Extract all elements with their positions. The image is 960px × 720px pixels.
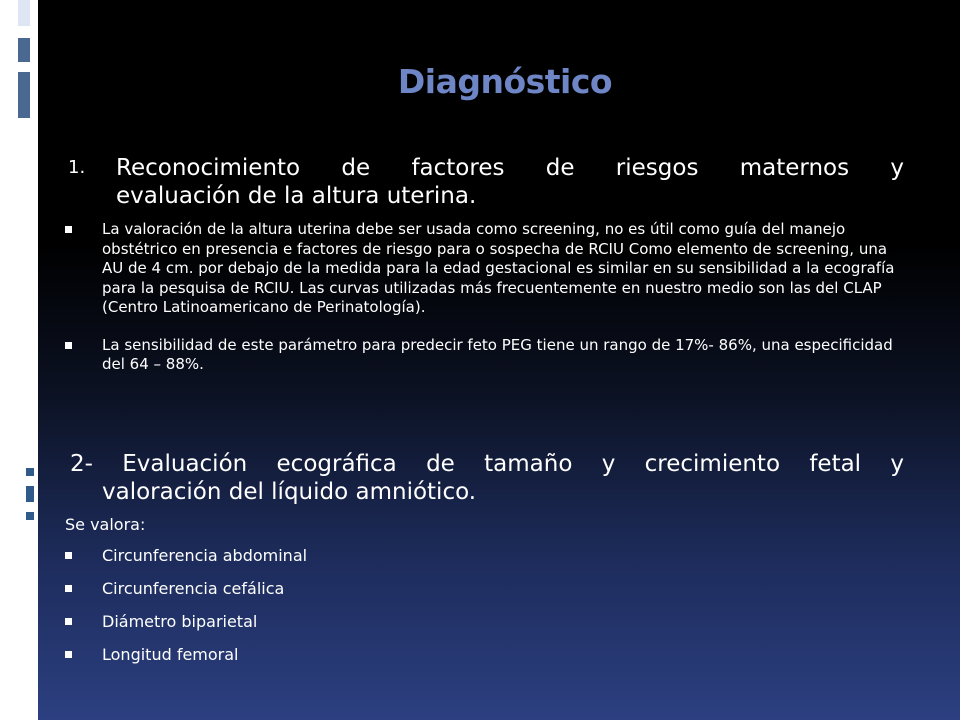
section2-heading: [70, 450, 904, 506]
decor-block: [26, 486, 34, 502]
square-bullet-icon: [65, 618, 72, 625]
section1-bullet-list: [65, 220, 905, 375]
section1-heading-line2: evaluación de la altura uterina.: [116, 183, 477, 209]
square-bullet-icon: [65, 342, 72, 349]
square-bullet-icon: [65, 552, 72, 559]
item-text: Longitud femoral: [102, 645, 239, 664]
decor-block: [26, 512, 34, 520]
section1-heading: [70, 154, 904, 210]
list-item: [65, 336, 905, 375]
bullet-text: La sensibilidad de este parámetro para predecir feto PEG tiene un rango de 17%- 86%, una especificidad del 64 – 88%.: [102, 335, 893, 373]
left-decorative-strip: [0, 0, 38, 720]
square-bullet-icon: [65, 226, 72, 233]
section2-heading-line2: valoración del líquido amniótico.: [102, 479, 477, 505]
bullet-text: La valoración de la altura uterina debe ser usada como screening, no es útil como guía del manejo obstétrico en presencia e factores de riesgo para o sospecha de RCIU Como elemento de screening, una AU de 4 cm. por debajo de la medida para la edad gestacional es similar en su sensibilidad a la ecografía para la pesquisa de RCIU. Las curvas utilizadas más frecuentemente en nuestro medio son las del CLAP (Centro Latinoamericano de Perinatología).: [102, 220, 895, 316]
item-text: Circunferencia abdominal: [102, 546, 308, 565]
decor-block: [18, 0, 30, 26]
section1-heading-line1: Reconocimiento de factores de riesgos maternos y: [116, 155, 904, 181]
list-item: [65, 579, 465, 612]
section2-intro: Se valora:: [65, 515, 146, 534]
slide-title: Diagnóstico: [397, 62, 613, 101]
list-item: [65, 546, 465, 579]
section2-item-list: [65, 546, 465, 678]
decor-block: [26, 468, 34, 476]
item-text: Circunferencia cefálica: [102, 579, 285, 598]
square-bullet-icon: [65, 651, 72, 658]
decor-block: [18, 72, 30, 118]
section2-heading-line1: 2- Evaluación ecográfica de tamaño y crecimiento fetal y: [70, 451, 904, 477]
list-item: [65, 220, 905, 318]
section1-number: 1.: [68, 157, 86, 178]
decor-block: [18, 38, 30, 62]
list-item: [65, 645, 465, 678]
list-item: [65, 612, 465, 645]
item-text: Diámetro biparietal: [102, 612, 258, 631]
section1-heading-text: [116, 154, 904, 210]
square-bullet-icon: [65, 585, 72, 592]
